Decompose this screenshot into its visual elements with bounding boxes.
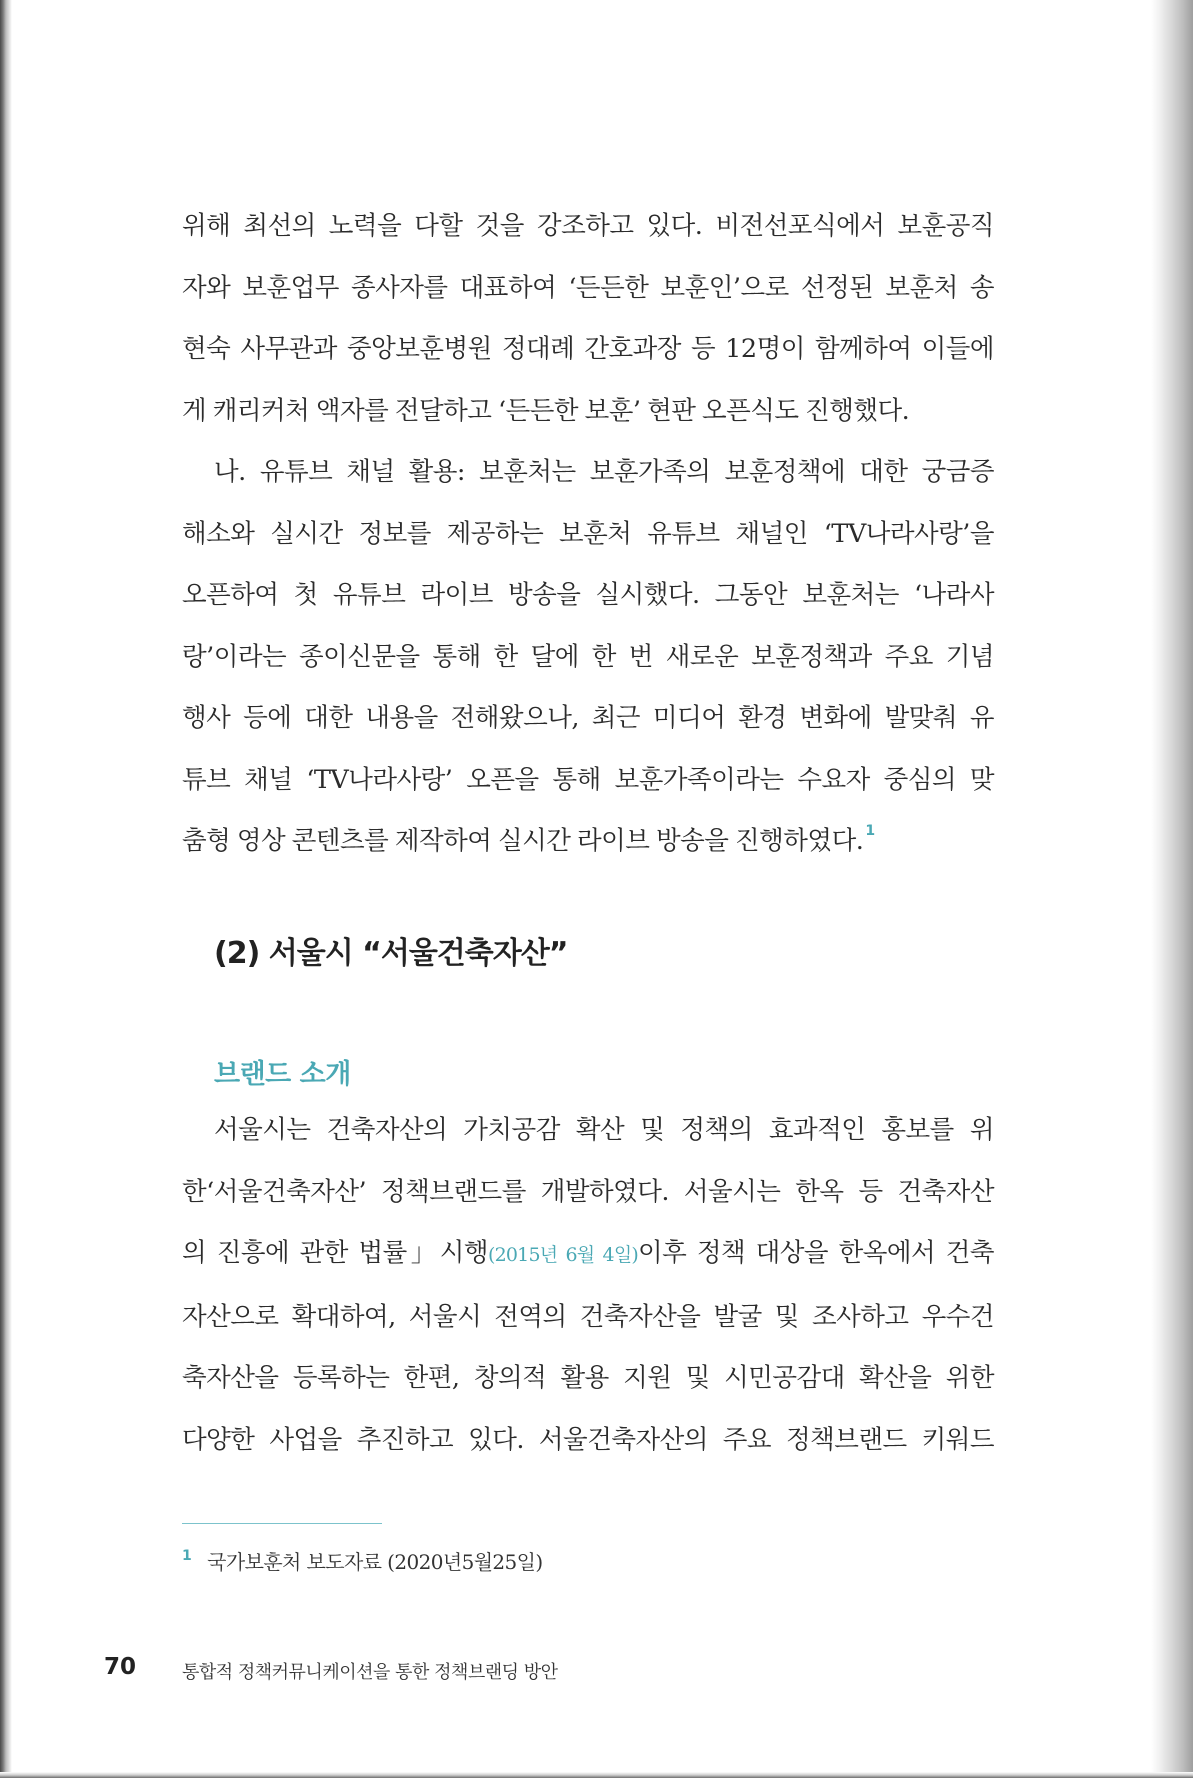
date-annotation: (2015년 6월 4일) <box>487 1244 638 1266</box>
footnote-mark: 1 <box>182 1548 192 1564</box>
text-line: 행사 등에 대한 내용을 전해왔으나, 최근 미디어 환경 변화에 발맞춰 유 <box>182 703 994 733</box>
footnote-text: 국가보훈처 보도자료 (2020년5월25일) <box>207 1550 543 1574</box>
body-paragraph-2 <box>182 442 994 873</box>
text-line: 자와 보훈업무 종사자를 대표하여 ‘든든한 보훈인’으로 선정된 보훈처 송 <box>182 272 994 303</box>
text-line: 튜브 채널 ‘TV나라사랑’ 오픈을 통해 보훈가족이라는 수요자 중심의 맞 <box>182 764 994 795</box>
section-heading: (2) 서울시 “서울건축자산” <box>214 936 568 971</box>
body-text-bottom <box>182 1100 994 1471</box>
body-text-top <box>182 196 994 873</box>
text-line: 위해 최선의 노력을 다할 것을 강조하고 있다. 비전선포식에서 보훈공직 <box>182 211 994 241</box>
footnote-reference[interactable]: 1 <box>865 823 875 839</box>
text-line: 게 캐리커처 액자를 전달하고 ‘든든한 보훈’ 현판 오픈식도 진행했다. <box>182 395 910 426</box>
body-paragraph-1 <box>182 196 994 442</box>
text-line: 현숙 사무관과 중앙보훈병원 정대례 간호과장 등 12명이 함께하여 이들에 <box>182 334 994 364</box>
body-paragraph-3 <box>182 1100 994 1471</box>
running-title: 통합적 정책커뮤니케이션을 통한 정책브랜딩 방안 <box>182 1662 558 1683</box>
text-segment: 의 진흥에 관한 법률」시행 <box>182 1238 488 1268</box>
page-right-edge <box>1151 0 1193 1778</box>
text-line-content: 춤형 영상 콘텐츠를 제작하여 실시간 라이브 방송을 진행하였다. <box>182 826 864 856</box>
page-left-edge <box>0 0 12 1778</box>
text-line: 자산으로 확대하여, 서울시 전역의 건축자산을 발굴 및 조사하고 우수건 <box>182 1301 994 1332</box>
text-line: 다양한 사업을 추진하고 있다. 서울건축자산의 주요 정책브랜드 키워드 <box>182 1424 994 1455</box>
text-line: 랑’이라는 종이신문을 통해 한 달에 한 번 새로운 보훈정책과 주요 기념 <box>182 641 994 672</box>
footnote <box>182 1546 543 1575</box>
text-line: 한‘서울건축자산’ 정책브랜드를 개발하였다. 서울시는 한옥 등 건축자산 <box>182 1176 994 1207</box>
text-line <box>182 811 994 873</box>
text-line: 축자산을 등록하는 한편, 창의적 활용 지원 및 시민공감대 확산을 위한 <box>182 1363 994 1393</box>
sub-heading: 브랜드 소개 <box>214 1059 351 1090</box>
text-line: 나. 유튜브 채널 활용: 보훈처는 보훈가족의 보훈정책에 대한 궁금증 <box>214 457 994 487</box>
text-line: 서울시는 건축자산의 가치공감 확산 및 정책의 효과적인 홍보를 위 <box>214 1115 994 1145</box>
page-number: 70 <box>104 1654 137 1680</box>
page-bottom-edge <box>0 1772 1193 1778</box>
text-segment: 이후 정책 대상을 한옥에서 건축 <box>638 1238 994 1268</box>
footnote-divider <box>182 1523 382 1524</box>
text-line: 오픈하여 첫 유튜브 라이브 방송을 실시했다. 그동안 보훈처는 ‘나라사 <box>182 580 994 610</box>
text-line <box>182 1223 994 1287</box>
text-line: 해소와 실시간 정보를 제공하는 보훈처 유튜브 채널인 ‘TV나라사랑’을 <box>182 518 994 549</box>
